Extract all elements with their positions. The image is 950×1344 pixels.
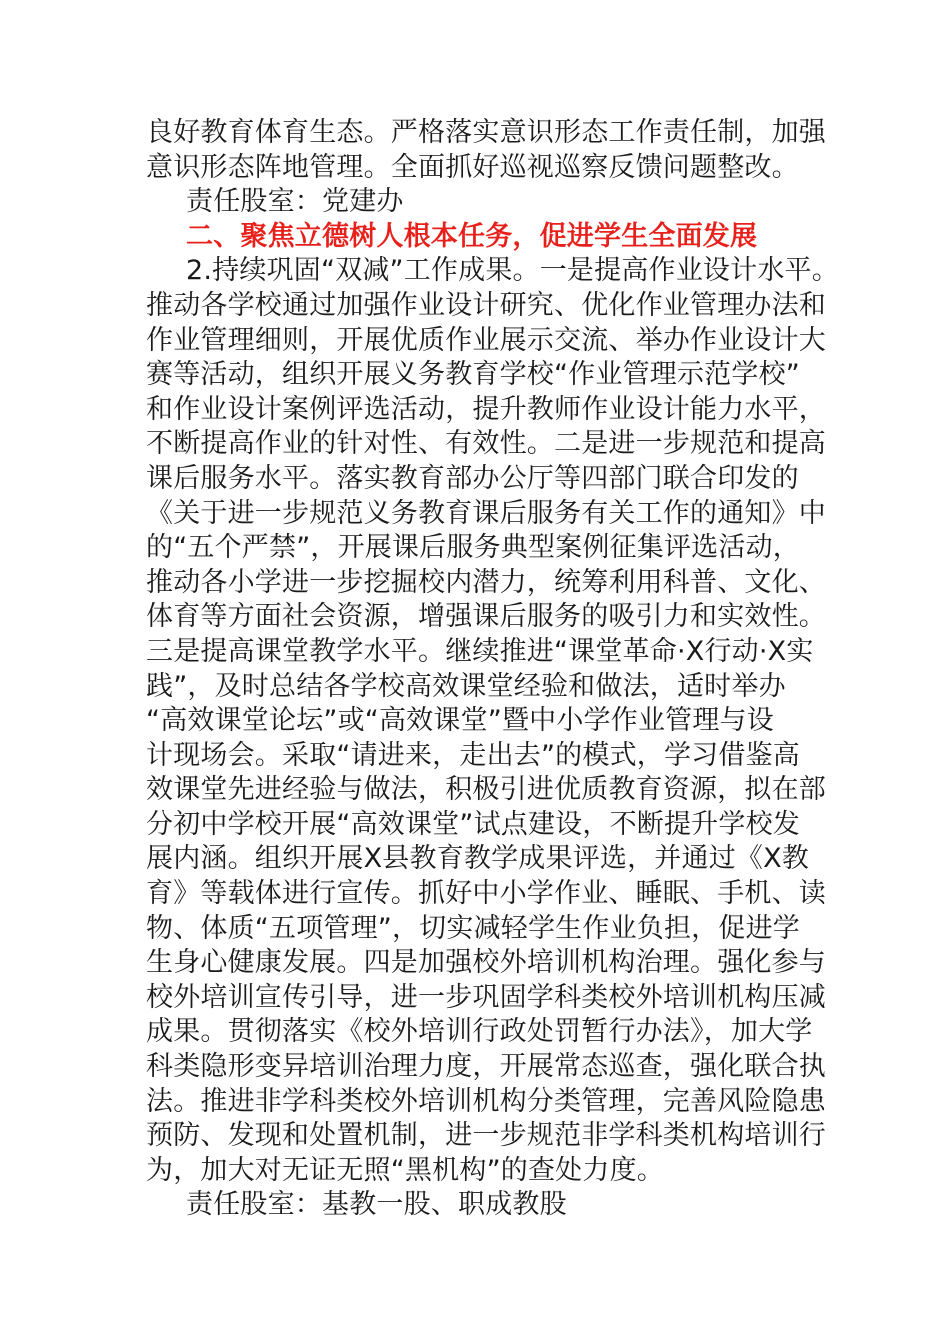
paragraph-line: 展内涵。组织开展X县教育教学成果评选，并通过《X教 [146,843,809,875]
paragraph-line: 生身心健康发展。四是加强校外培训机构治理。强化参与 [146,947,826,979]
paragraph-line: 不断提高作业的针对性、有效性。二是进一步规范和提高 [146,428,826,460]
paragraph-line: 法。推进非学科类校外培训机构分类管理，完善风险隐患 [146,1085,826,1117]
paragraph-line: 预防、发现和处置机制，进一步规范非学科类机构培训行 [146,1120,826,1152]
paragraph-line: 育》等载体进行宣传。抓好中小学作业、睡眠、手机、读 [146,878,826,910]
paragraph-line: 科类隐形变异培训治理力度，开展常态巡查，强化联合执 [146,1051,826,1083]
paragraph-line: 计现场会。采取“请进来，走出去”的模式，学习借鉴高 [146,739,800,771]
paragraph-line: 效课堂先进经验与做法，积极引进优质教育资源，拟在部 [146,774,826,806]
paragraph-line: 的“五个严禁”，开展课后服务典型案例征集评选活动， [146,532,800,564]
paragraph-line: 推动各小学进一步挖掘校内潜力，统筹利用科普、文化、 [146,566,826,598]
paragraph-line: 分初中学校开展“高效课堂”试点建设，不断提升学校发 [146,808,800,840]
document-body [146,116,839,1223]
paragraph-line: 赛等活动，组织开展义务教育学校“作业管理示范学校” [146,359,800,391]
paragraph-line: “高效课堂论坛”或“高效课堂”暨中小学作业管理与设 [146,705,774,737]
paragraph-line: 推动各学校通过加强作业设计研究、优化作业管理办法和 [146,289,826,321]
paragraph-line: 三是提高课堂教学水平。继续推进“课堂革命·X行动·X实 [146,635,814,667]
paragraph-line: 为，加大对无证无照“黑机构”的查处力度。 [146,1154,664,1186]
paragraph-line: 和作业设计案例评选活动，提升教师作业设计能力水平， [146,393,826,425]
responsible-office-line: 责任股室：党建办 [186,186,404,218]
paragraph-line: 成果。贯彻落实《校外培训行政处罚暂行办法》，加大学 [146,1016,813,1048]
paragraph-line: 良好教育体育生态。严格落实意识形态工作责任制，加强 [146,117,826,148]
paragraph-line: 《关于进一步规范义务教育课后服务有关工作的通知》中 [146,497,826,529]
paragraph-line: 践”，及时总结各学校高效课堂经验和做法，适时举办 [146,670,786,702]
paragraph-line: 2.持续巩固“双减”工作成果。一是提高作业设计水平。 [186,255,839,287]
responsible-office-line: 责任股室：基教一股、职成教股 [186,1189,567,1221]
section-heading: 二、聚焦立德树人根本任务，促进学生全面发展 [186,220,758,252]
paragraph-line: 体育等方面社会资源，增强课后服务的吸引力和实效性。 [146,601,826,633]
paragraph-line: 校外培训宣传引导，进一步巩固学科类校外培训机构压减 [146,981,826,1013]
paragraph-line: 物、体质“五项管理”，切实减轻学生作业负担，促进学 [146,912,800,944]
paragraph-line: 意识形态阵地管理。全面抓好巡视巡察反馈问题整改。 [146,151,799,183]
paragraph-line: 课后服务水平。落实教育部办公厅等四部门联合印发的 [146,462,799,494]
paragraph-line: 作业管理细则，开展优质作业展示交流、举办作业设计大 [146,324,826,356]
